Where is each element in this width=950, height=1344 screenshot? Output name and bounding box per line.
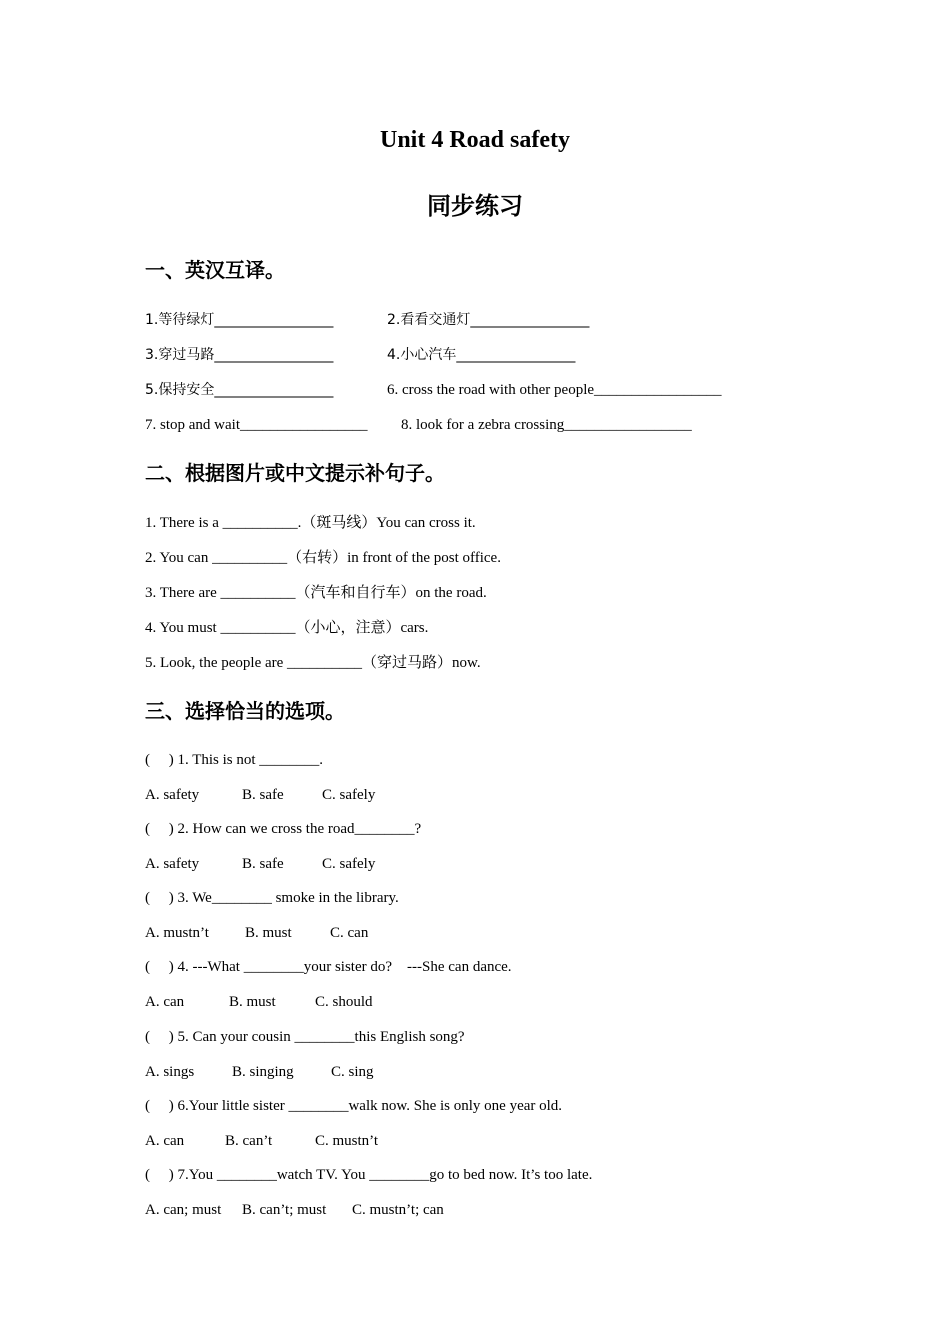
- option-b: B. safe: [242, 856, 284, 872]
- option-c: C. should: [315, 994, 373, 1010]
- option-c: C. safely: [322, 856, 376, 872]
- option-a: A. can; must: [145, 1202, 222, 1218]
- fill-sentence: 3. There are __________（汽车和自行车）on the road.: [145, 585, 487, 601]
- option-b: B. singing: [232, 1064, 294, 1080]
- option-b: B. can’t: [225, 1133, 273, 1149]
- page-title: Unit 4 Road safety: [380, 127, 570, 153]
- fill-sentence: 4. You must __________（小心，注意）cars.: [145, 620, 429, 636]
- translation-item: 4.小心汽车_________________: [387, 347, 576, 363]
- option-a: A. mustn’t: [145, 925, 209, 941]
- option-c: C. mustn’t: [315, 1133, 379, 1149]
- question-text: ( ) 6.Your little sister ________walk now. She is only one year old.: [145, 1098, 563, 1114]
- question-text: ( ) 3. We________ smoke in the library.: [145, 890, 399, 906]
- section1-heading: 一、英汉互译。: [145, 258, 285, 282]
- option-b: B. must: [245, 925, 292, 941]
- option-c: C. sing: [331, 1064, 374, 1080]
- question-text: ( ) 4. ---What ________your sister do? ---She can dance.: [145, 959, 512, 975]
- translation-item: 5.保持安全_________________: [145, 382, 334, 398]
- question-text: ( ) 2. How can we cross the road________?: [145, 821, 422, 837]
- question-text: ( ) 7.You ________watch TV. You ________go to bed now. It’s too late.: [145, 1167, 593, 1183]
- fill-sentence: 2. You can __________（右转）in front of the post office.: [145, 550, 501, 566]
- option-a: A. safety: [145, 856, 200, 872]
- page-subtitle: 同步练习: [427, 192, 523, 220]
- option-a: A. safety: [145, 787, 200, 803]
- section3-heading: 三、选择恰当的选项。: [145, 699, 345, 723]
- translation-item: 1.等待绿灯_________________: [145, 312, 334, 328]
- option-a: A. can: [145, 1133, 185, 1149]
- option-b: B. can’t; must: [242, 1202, 327, 1218]
- question-text: ( ) 1. This is not ________.: [145, 752, 324, 768]
- option-a: A. sings: [145, 1064, 195, 1080]
- option-c: C. can: [330, 925, 369, 941]
- option-b: B. must: [229, 994, 276, 1010]
- translation-item: 7. stop and wait_________________: [145, 417, 368, 433]
- option-c: C. safely: [322, 787, 376, 803]
- option-a: A. can: [145, 994, 185, 1010]
- question-text: ( ) 5. Can your cousin ________this English song?: [145, 1029, 465, 1045]
- translation-item: 2.看看交通灯_________________: [387, 312, 590, 328]
- translation-item: 6. cross the road with other people_________________: [387, 382, 722, 398]
- translation-item: 3.穿过马路_________________: [145, 347, 334, 363]
- fill-sentence: 5. Look, the people are __________（穿过马路）now.: [145, 655, 481, 671]
- translation-item: 8. look for a zebra crossing_________________: [401, 417, 692, 433]
- fill-sentence: 1. There is a __________.（斑马线）You can cross it.: [145, 515, 476, 531]
- option-b: B. safe: [242, 787, 284, 803]
- option-c: C. mustn’t; can: [352, 1202, 444, 1218]
- section2-heading: 二、根据图片或中文提示补句子。: [145, 461, 445, 485]
